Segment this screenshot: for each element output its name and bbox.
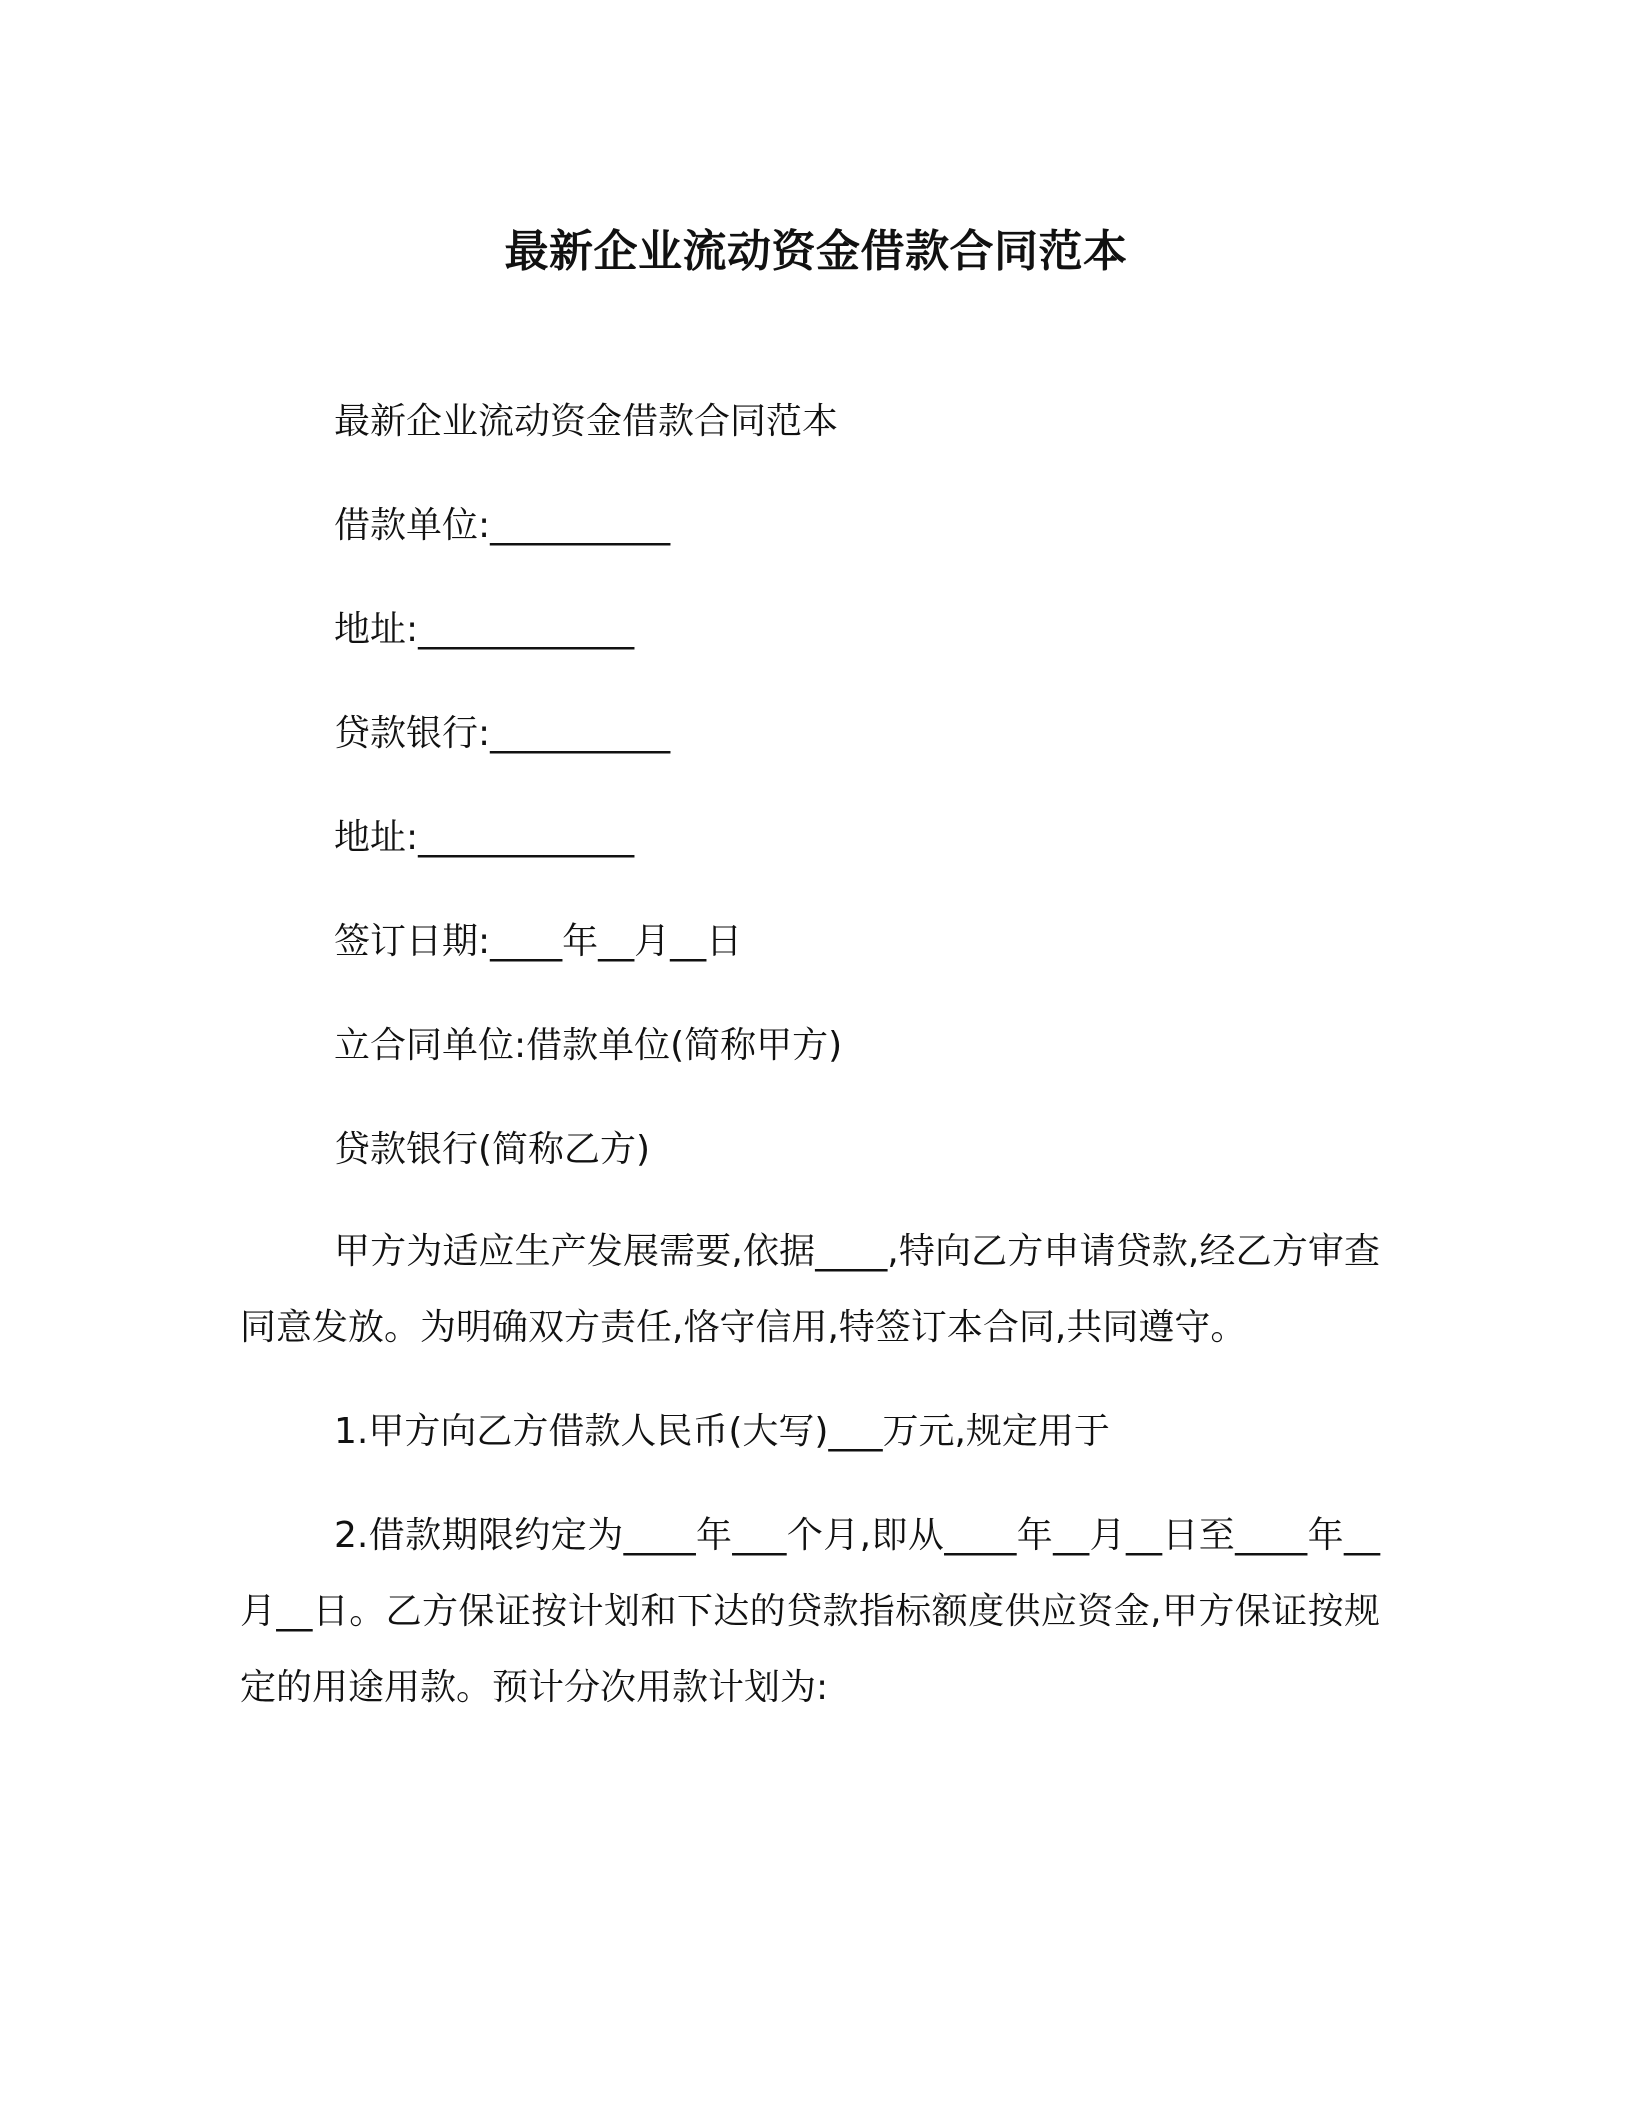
subtitle-line: 最新企业流动资金借款合同范本 xyxy=(334,401,839,442)
contract-party-a-line: 立合同单位:借款单位(简称甲方) xyxy=(334,1025,843,1066)
signing-date-line: 签订日期:____年__月__日 xyxy=(334,921,743,962)
purpose-paragraph: 甲方为适应生产发展需要,依据____,特向乙方申请贷款,经乙方审查同意发放。为明确双方责任,恪守信用,特签订本合同,共同遵守。 xyxy=(240,1231,1380,1348)
borrower-unit-line: 借款单位:__________ xyxy=(334,505,671,546)
borrower-address-line: 地址:____________ xyxy=(334,609,635,650)
contract-party-b-line: 贷款银行(简称乙方) xyxy=(334,1129,651,1170)
bank-address-line: 地址:____________ xyxy=(334,817,635,858)
lending-bank-line: 贷款银行:__________ xyxy=(334,713,671,754)
clause-1-paragraph: 1.甲方向乙方借款人民币(大写)___万元,规定用于 xyxy=(334,1411,1110,1452)
document-title: 最新企业流动资金借款合同范本 xyxy=(504,226,1128,277)
clause-2-paragraph: 2.借款期限约定为____年___个月,即从____年__月__日至____年__月__日。乙方保证按计划和下达的贷款指标额度供应资金,甲方保证按规定的用途用款。预计分次用款计划为: xyxy=(240,1515,1380,1708)
